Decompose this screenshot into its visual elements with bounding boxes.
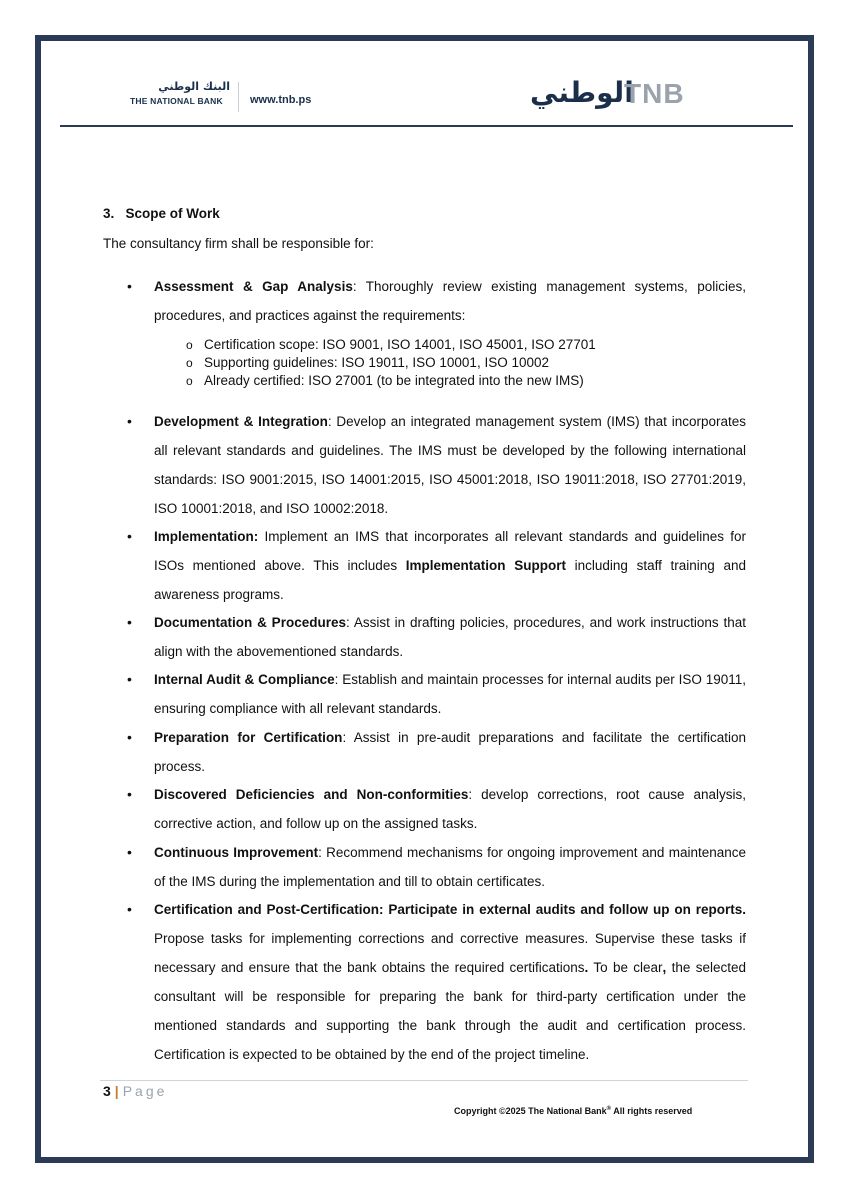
bullet-label: Documentation & Procedures: [154, 615, 346, 630]
bullet-text-continued: the selected consultant will be responsible for preparing the bank for third-party certification under the mentioned standards and supporting the bank through the audit and certification process. Certification is expected to be obtained by the end of the project timeline.: [154, 960, 746, 1062]
registered-mark: ®: [606, 1106, 612, 1112]
bullet-label-inline: Implementation Support: [405, 558, 566, 573]
section-intro: The consultancy firm shall be responsible for:: [103, 236, 374, 251]
bullet-text: Implement an IMS that incorporates all relevant standards and guidelines for ISOs mentioned above. This includes: [154, 529, 746, 573]
sub-list: [186, 336, 596, 390]
page-label: Page: [122, 1083, 168, 1099]
bullet-label: Implementation:: [154, 529, 259, 544]
list-item: [154, 407, 746, 523]
footer-rule: [100, 1080, 748, 1081]
tnb-logo-latin: TNB: [624, 78, 685, 109]
bullet-text: : Assist in pre-audit preparations and facilitate the certification process.: [154, 730, 746, 774]
list-item: [154, 838, 746, 896]
header-rule: [60, 125, 793, 127]
bullet-punct: ,: [662, 960, 667, 975]
bullet-text: : Recommend mechanisms for ongoing improvement and maintenance of the IMS during the implementation and till to obtain certificates.: [154, 845, 746, 889]
bank-name-english: THE NATIONAL BANK: [130, 96, 223, 106]
list-item: [154, 723, 746, 781]
bullet-text-continued: including staff training and awareness programs.: [154, 558, 747, 602]
bullet-text: : develop corrections, root cause analysis, corrective action, and follow up on the assigned tasks.: [154, 787, 746, 831]
section-heading: 3. Scope of Work: [103, 206, 220, 221]
page-number-value: 3: [103, 1083, 111, 1099]
bullet-label: Discovered Deficiencies and Non-conformities: [154, 787, 469, 802]
sub-list-item: o Supporting guidelines: ISO 19011, ISO 10001, ISO 10002: [186, 354, 596, 372]
page-number: [103, 1083, 167, 1099]
sub-list-item: o Already certified: ISO 27001 (to be integrated into the new IMS): [186, 372, 596, 390]
copyright-suffix: All rights reserved: [611, 1106, 693, 1116]
bullet-text: Propose tasks for implementing corrections and corrective measures. Supervise these tasks if necessary and ensure that the bank obtains the required certifications: [154, 931, 746, 975]
bullet-punct: .: [584, 960, 589, 975]
bullet-text: : Assist in drafting policies, procedures, and work instructions that align with the abovementioned standards.: [154, 615, 746, 659]
bullet-label: Development & Integration: [154, 414, 328, 429]
bullet-text: : Establish and maintain processes for internal audits per ISO 19011, ensuring compliance with all relevant standards.: [154, 672, 746, 716]
list-item: [154, 272, 746, 330]
copyright-notice: [454, 1106, 692, 1116]
list-item: [154, 780, 746, 838]
tnb-logo-arabic: الوطني: [530, 76, 634, 109]
bullet-label: Preparation for Certification: [154, 730, 343, 745]
bullet-text: : Develop an integrated management system (IMS) that incorporates all relevant standards and guidelines. The IMS must be developed by the following international standards: ISO 9001:2015, ISO 14001:2015, ISO 45001:2018, ISO 19011:2018, ISO 27701:2019, ISO 10001:2018, and ISO 10002:2018.: [154, 414, 746, 516]
page-number-separator: |: [114, 1083, 119, 1099]
bullet-label: Internal Audit & Compliance: [154, 672, 335, 687]
list-item: [154, 608, 746, 666]
bullet-label: Certification and Post-Certification: Participate in external audits and follow up on reports.: [154, 902, 746, 917]
list-item: [154, 522, 746, 609]
bullet-text: : Thoroughly review existing management systems, policies, procedures, and practices against the requirements:: [154, 279, 746, 323]
bullet-label: Continuous Improvement: [154, 845, 319, 860]
bullet-text-continued: To be clear: [588, 960, 663, 975]
list-item: [154, 665, 746, 723]
copyright-text: Copyright ©2025 The National Bank: [454, 1106, 607, 1116]
bullet-label: Assessment & Gap Analysis: [154, 279, 353, 294]
list-item: [154, 895, 746, 1069]
header-divider: [238, 82, 239, 112]
website-link[interactable]: www.tnb.ps: [250, 94, 312, 106]
bank-name-arabic: البنك الوطني: [158, 80, 230, 93]
sub-list-item: o Certification scope: ISO 9001, ISO 14001, ISO 45001, ISO 27701: [186, 336, 596, 354]
